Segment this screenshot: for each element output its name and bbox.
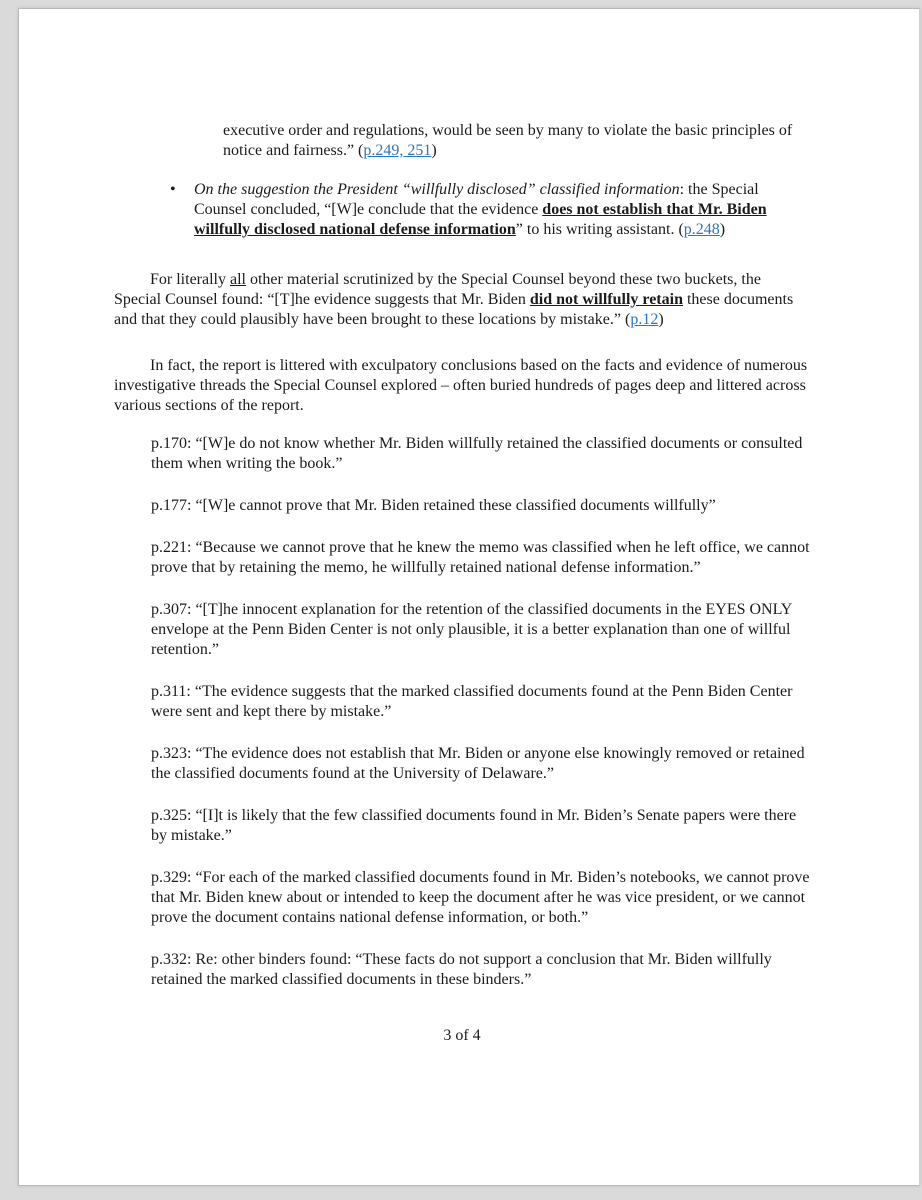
page-content — [19, 9, 919, 1185]
bullet-item — [170, 180, 810, 240]
text-run: executive order and regulations, would be seen by many to violate the basic principles of notice and fairness.” ( — [223, 122, 793, 159]
quote-paragraph: p.325: “[I]t is likely that the few classified documents found in Mr. Biden’s Senate papers were there by mistake.” — [151, 807, 797, 844]
paragraph-all-other-material — [114, 270, 810, 330]
quote-paragraph: p.170: “[W]e do not know whether Mr. Biden willfully retained the classified documents or consulted them when writing the book.” — [151, 435, 803, 472]
page-ref-link[interactable]: p.12 — [630, 311, 659, 328]
text-run: does not establish that Mr. Biden willfully disclosed national defense information — [194, 201, 767, 238]
text-run: : the Special Counsel concluded, “[W]e conclude that the evidence — [194, 181, 759, 218]
quote-paragraph: p.329: “For each of the marked classified documents found in Mr. Biden’s notebooks, we cannot prove that Mr. Biden knew about or intended to keep the document after he was vice president, or we cannot prove the document contains national defense information, or both.” — [151, 869, 810, 926]
quote-paragraph: p.221: “Because we cannot prove that he knew the memo was classified when he left office, we cannot prove that by retaining the memo, he willfully retained national defense information.” — [151, 539, 810, 576]
quote-paragraph: p.332: Re: other binders found: “These facts do not support a conclusion that Mr. Biden willfully retained the marked classified documents in these binders.” — [151, 951, 772, 988]
page-ref-link[interactable]: p.248 — [683, 221, 720, 238]
text-run: other material scrutinized by the Special Counsel beyond these two buckets, the Special Counsel found: “[T]he evidence suggests that Mr. Biden — [114, 271, 761, 308]
text-run: did not willfully retain — [529, 291, 683, 308]
text-run: all — [229, 271, 246, 288]
quote-paragraph: p.177: “[W]e cannot prove that Mr. Biden retained these classified documents willfully” — [151, 497, 716, 514]
text-run: ) — [431, 142, 437, 159]
text-run: On the suggestion the President “willfully disclosed” classified information — [194, 181, 680, 198]
quote-list — [114, 434, 810, 990]
text-run: ) — [719, 221, 726, 238]
page-number: 3 of 4 — [443, 1027, 481, 1044]
continuation-paragraph — [223, 121, 810, 161]
text-run: For literally — [150, 271, 230, 288]
quote-paragraph: p.307: “[T]he innocent explanation for the retention of the classified documents in the EYES ONLY envelope at the Penn Biden Center is not only plausible, it is a better explanation than one of willful retention.” — [151, 601, 792, 658]
text-run: ” to his writing assistant. ( — [515, 221, 684, 238]
paragraph-in-fact — [114, 356, 810, 416]
quote-paragraph: p.311: “The evidence suggests that the marked classified documents found at the Penn Biden Center were sent and kept there by mistake.” — [151, 683, 793, 720]
bullet-text — [194, 180, 810, 240]
quote-paragraph: p.323: “The evidence does not establish that Mr. Biden or anyone else knowingly removed or retained the classified documents found at the University of Delaware.” — [151, 745, 805, 782]
text-run: ) — [658, 311, 664, 328]
page-ref-link[interactable]: p.249, 251 — [363, 142, 432, 159]
document-page — [18, 8, 920, 1186]
bullet-icon: • — [170, 181, 176, 198]
text-run: In fact, the report is littered with exculpatory conclusions based on the facts and evidence of numerous investigative threads the Special Counsel explored – often buried hundreds of pages deep and littered across various sections of the report. — [114, 357, 808, 414]
text-run: these documents and that they could plausibly have been brought to these locations by mistake.” ( — [114, 291, 794, 328]
